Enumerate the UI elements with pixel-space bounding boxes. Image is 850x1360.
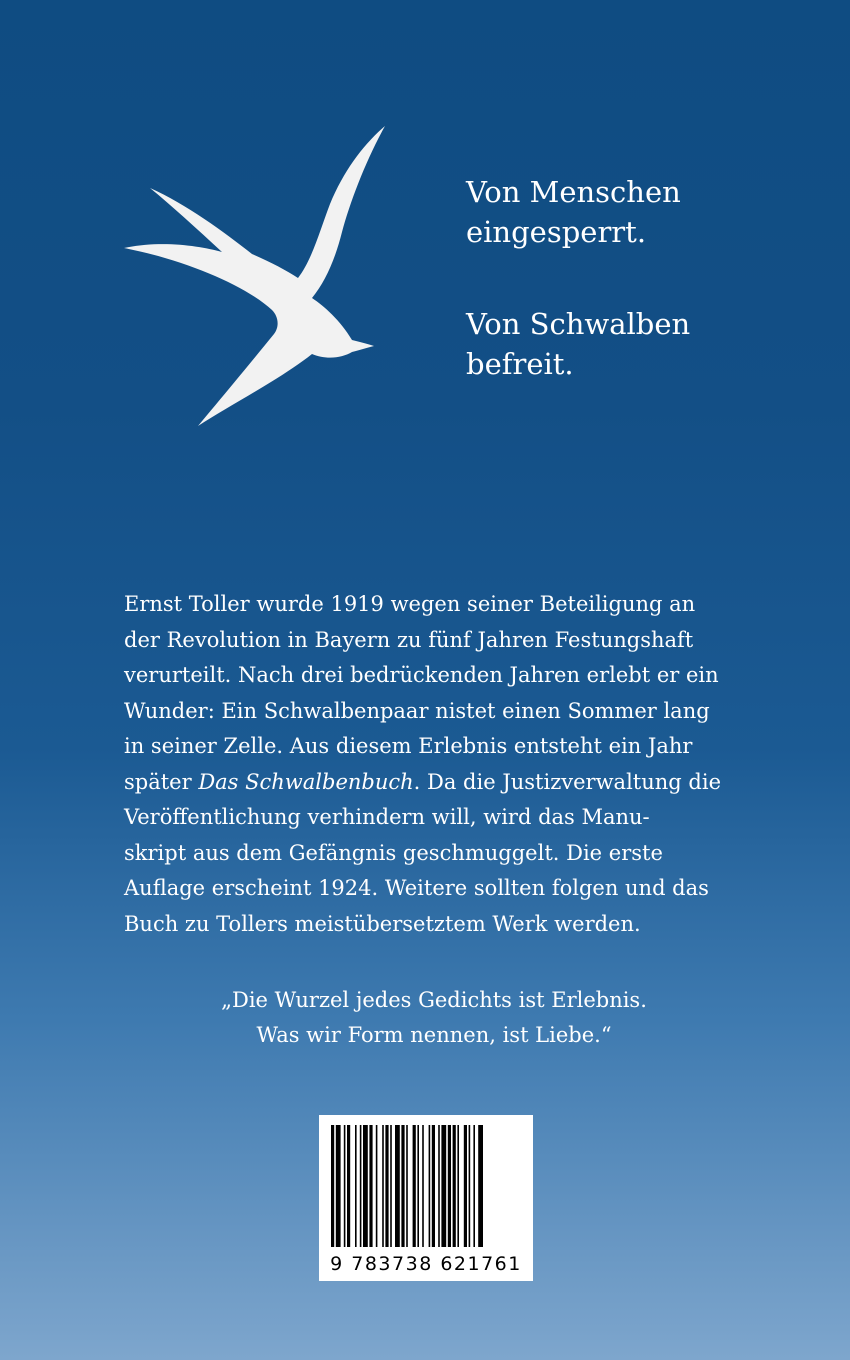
barcode-bar <box>355 1125 357 1247</box>
tagline-line: eingesperrt. <box>466 215 647 249</box>
blurb-line: Auflage erscheint 1924. Weitere sollten folgen und das <box>124 876 709 900</box>
swallow-icon <box>120 120 390 430</box>
tagline-line: befreit. <box>466 347 574 381</box>
blurb-line: der Revolution in Bayern zu fünf Jahren Festungshaft <box>124 627 694 652</box>
barcode-bar <box>390 1125 392 1247</box>
barcode-bar <box>363 1125 368 1247</box>
barcode-bar <box>473 1125 475 1247</box>
blurb-line: Veröffentlichung verhindern will, wird das Manu- <box>124 805 650 829</box>
book-title: Das Schwalbenbuch <box>198 769 414 794</box>
barcode-bar <box>478 1125 483 1247</box>
quote <box>124 983 744 1053</box>
blurb-line: verurteilt. Nach drei bedrückenden Jahren erlebt er ein <box>124 663 719 687</box>
quote-line: „Die Wurzel jedes Gedichts ist Erlebnis. <box>221 988 647 1012</box>
barcode-bar <box>417 1125 419 1247</box>
barcode-bar <box>369 1125 372 1247</box>
blurb-line: in seiner Zelle. Aus diesem Erlebnis entsteht ein Jahr <box>124 734 693 758</box>
barcode-bar <box>469 1125 471 1247</box>
barcode-bar <box>429 1125 431 1247</box>
quote-line: Was wir Form nennen, ist Liebe.“ <box>256 1023 612 1047</box>
barcode-bar <box>382 1125 384 1247</box>
barcode-bar <box>344 1125 346 1247</box>
barcode-bar <box>464 1125 467 1247</box>
barcode-bar <box>432 1125 435 1247</box>
blurb-line: skript aus dem Gefängnis geschmuggelt. Die erste <box>124 840 663 865</box>
blurb-text <box>124 587 744 942</box>
barcode-bar <box>457 1125 459 1247</box>
blurb-text-fragment: . Da die Justizverwaltung die <box>413 769 721 794</box>
tagline-stanza-freed <box>466 304 826 384</box>
isbn-number: 9 783738 621761 <box>330 1253 522 1275</box>
barcode-bar <box>395 1125 400 1247</box>
barcode-bar <box>401 1125 404 1247</box>
barcode-bar <box>438 1125 440 1247</box>
blurb-line: Wunder: Ein Schwalbenpaar nistet einen Sommer lang <box>124 698 710 723</box>
barcode-bar <box>453 1125 456 1247</box>
blurb-line: Buch zu Tollers meistübersetztem Werk werden. <box>124 911 641 936</box>
barcode-bar <box>441 1125 446 1247</box>
barcode-bar <box>336 1125 341 1247</box>
tagline-stanza-imprisoned <box>466 172 826 252</box>
barcode-bar <box>360 1125 362 1247</box>
tagline-line: Von Schwalben <box>466 307 691 341</box>
tagline-line: Von Menschen <box>466 175 681 209</box>
barcode-bar <box>376 1125 378 1247</box>
barcode-bar <box>406 1125 408 1247</box>
barcode-bar <box>347 1125 350 1247</box>
isbn-barcode <box>319 1115 533 1281</box>
barcode-bar <box>422 1125 424 1247</box>
blurb-line <box>124 765 744 801</box>
barcode-bar <box>448 1125 451 1247</box>
blurb-line: Ernst Toller wurde 1919 wegen seiner Beteiligung an <box>124 592 696 616</box>
barcode-bar <box>331 1125 334 1247</box>
barcode-bar <box>413 1125 416 1247</box>
tagline <box>466 172 826 436</box>
barcode-bar <box>385 1125 388 1247</box>
blurb-text-fragment: später <box>124 769 199 794</box>
